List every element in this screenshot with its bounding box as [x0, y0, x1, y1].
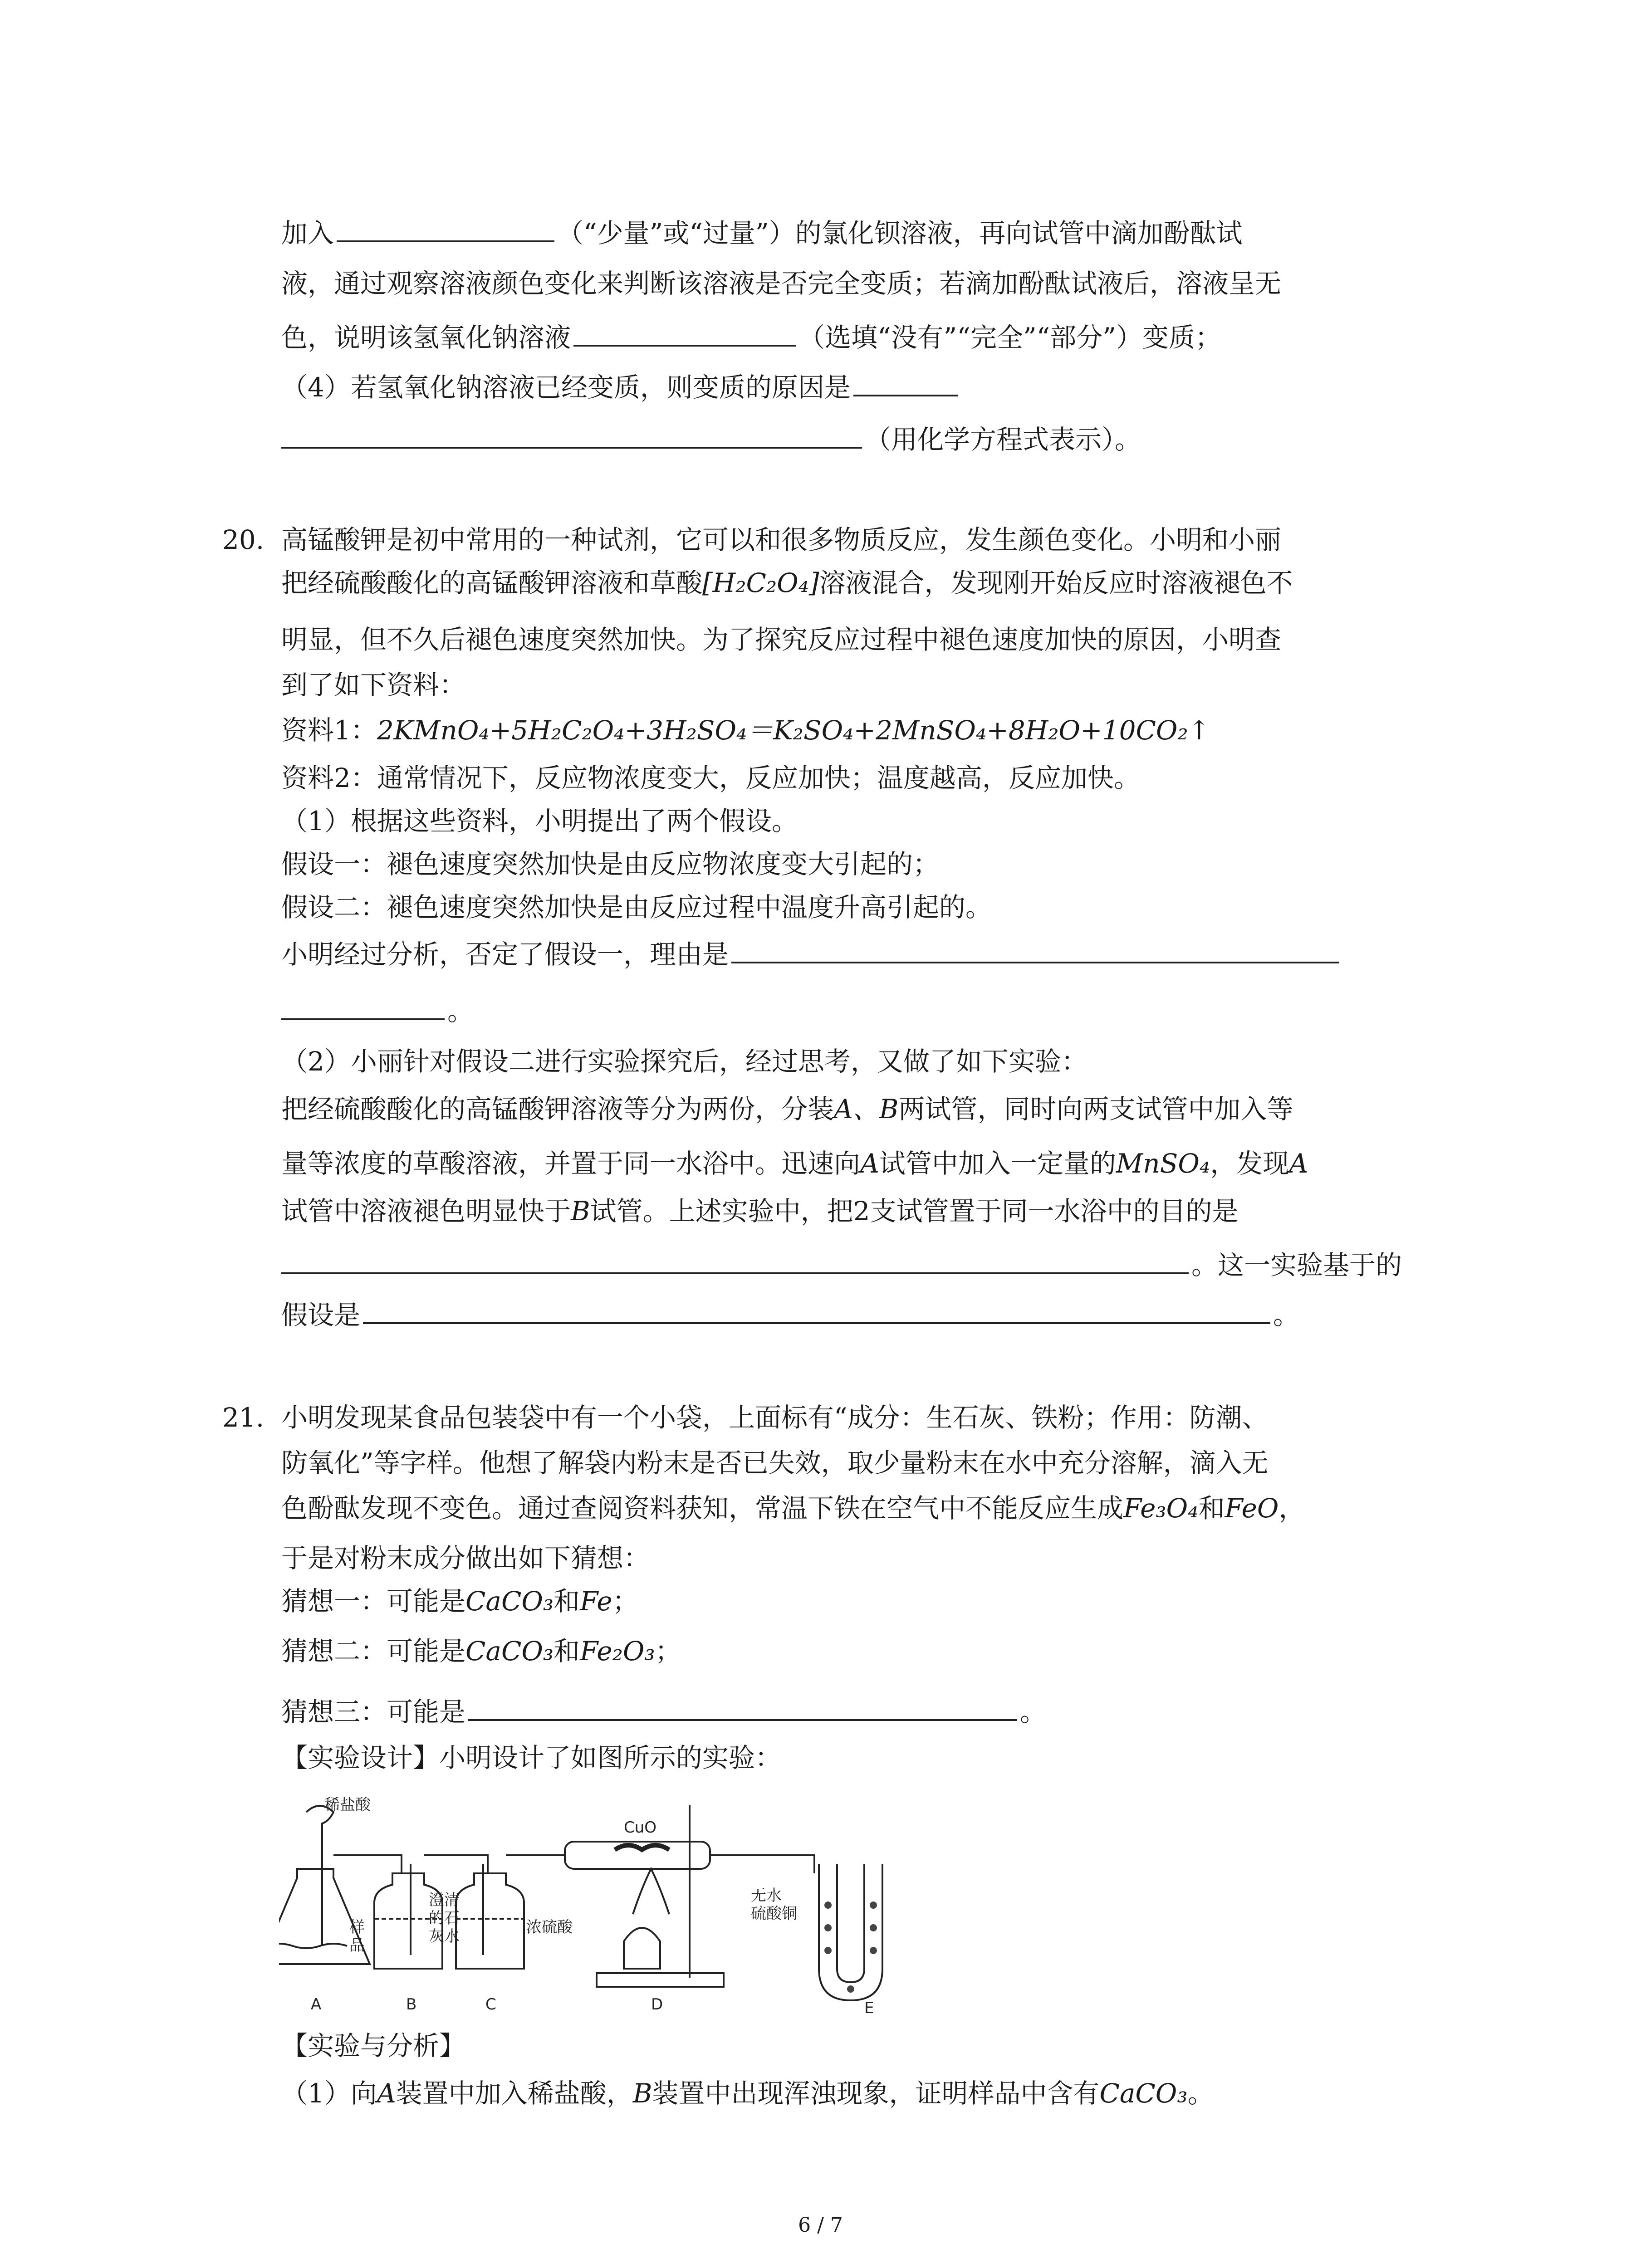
label-lime-water: 澄清	[429, 1891, 460, 1909]
label-a: A	[311, 1995, 322, 2014]
text-line: （1）向A装置中加入稀盐酸，B装置中出现浑浊现象，证明样品中含有CaCO₃。	[281, 2078, 1214, 2109]
text-line: 小明发现某食品包装袋中有一个小袋，上面标有“成分：生石灰、铁粉；作用：防潮、	[281, 1402, 1269, 1433]
text-line: 猜想三：可能是 。	[281, 1692, 1046, 1730]
text-line: （4）若氢氧化钠溶液已经变质，则变质的原因是	[281, 367, 960, 406]
text-line: 色酚酞发现不变色。通过查阅资料获知，常温下铁在空气中不能反应生成Fe₃O₄和FeO，	[281, 1493, 1305, 1524]
text-line: 资料2：通常情况下，反应物浓度变大，反应加快；温度越高，反应加快。	[281, 763, 1140, 793]
text-line: 到了如下资料：	[281, 670, 466, 700]
text-line: 液，通过观察溶液颜色变化来判断该溶液是否完全变质；若滴加酚酞试液后，溶液呈无	[281, 268, 1282, 299]
label-b: B	[406, 1995, 417, 2014]
text-line: 【实验与分析】	[281, 2030, 466, 2061]
text-line: （用化学方程式表示）。	[281, 420, 1141, 458]
text-line: 。	[281, 991, 474, 1029]
label-lime-water: 的石	[429, 1909, 460, 1927]
label-e: E	[864, 1999, 874, 2014]
label-c: C	[485, 1995, 496, 2014]
text-line: （2）小丽针对假设二进行实验探究后，经过思考，又做了如下实验：	[281, 1046, 1087, 1077]
text-line: 小明经过分析，否定了假设一，理由是	[281, 934, 1342, 973]
question-number: 21.	[222, 1402, 265, 1433]
label-anhydrous-cuso4: 硫酸铜	[751, 1905, 797, 1923]
label-hcl: 稀盐酸	[324, 1796, 371, 1814]
text-line: 把经硫酸酸化的高锰酸钾溶液等分为两份，分装A、B两试管，同时向两支试管中加入等	[281, 1094, 1293, 1124]
label-d: D	[651, 1995, 663, 2014]
text-line: 加入 （“少量”或“过量”）的氯化钡溶液，再向试管中滴加酚酞试	[281, 213, 1243, 251]
text-line: 假设二：褪色速度突然加快是由反应过程中温度升高引起的。	[281, 892, 992, 923]
label-conc-sulfuric-acid: 浓硫酸	[526, 1918, 573, 1936]
page-number: 6 / 7	[798, 2214, 843, 2237]
text-line: 试管中溶液褪色明显快于B试管。上述实验中，把2支试管置于同一水浴中的目的是	[281, 1196, 1239, 1227]
text-line: 色，说明该氢氧化钠溶液 （选填“没有”“完全”“部分”）变质；	[281, 318, 1221, 356]
text-line: 于是对粉末成分做出如下猜想：	[281, 1543, 650, 1574]
text-line: 【实验设计】小明设计了如图所示的实验：	[281, 1742, 782, 1773]
question-number: 20.	[222, 524, 265, 555]
label-cuo: CuO	[624, 1818, 657, 1837]
text-line: 猜想二：可能是CaCO₃和Fe₂O₃；	[281, 1636, 681, 1667]
text-line: 把经硫酸酸化的高锰酸钾溶液和草酸[H₂C₂O₄]溶液混合，发现刚开始反应时溶液褪色不	[281, 567, 1293, 598]
label-sample: 样	[349, 1918, 365, 1936]
text-line: （1）根据这些资料，小明提出了两个假设。	[281, 806, 798, 836]
answer-blank[interactable]	[363, 1295, 1270, 1324]
answer-blank[interactable]	[573, 318, 796, 347]
answer-blank[interactable]	[731, 934, 1339, 963]
label-anhydrous-cuso4: 无水	[751, 1887, 782, 1905]
text-line: 。这一实验基于的	[281, 1245, 1402, 1283]
text-line: 明显，但不久后褪色速度突然加快。为了探究反应过程中褪色速度加快的原因，小明查	[281, 624, 1282, 655]
text-line: 假设一：褪色速度突然加快是由反应物浓度变大引起的；	[281, 849, 940, 880]
answer-blank[interactable]	[281, 991, 445, 1020]
text-line: 猜想一：可能是CaCO₃和Fe；	[281, 1586, 639, 1617]
answer-blank[interactable]	[853, 367, 958, 396]
answer-blank[interactable]	[337, 213, 554, 242]
text-line: 假设是 。	[281, 1295, 1299, 1333]
answer-blank[interactable]	[281, 420, 862, 449]
answer-blank[interactable]	[281, 1245, 1189, 1274]
text-line: 防氧化”等字样。他想了解袋内粉末是否已失效，取少量粉末在水中充分溶解，滴入无	[281, 1447, 1269, 1478]
label-lime-water: 灰水	[429, 1927, 460, 1945]
label-sample: 品	[349, 1936, 365, 1955]
text-line: 资料1：2KMnO₄+5H₂C₂O₄+3H₂SO₄＝K₂SO₄+2MnSO₄+8H₂O+10CO₂↑	[281, 715, 1210, 746]
text-line: 高锰酸钾是初中常用的一种试剂，它可以和很多物质反应，发生颜色变化。小明和小丽	[281, 524, 1282, 555]
text-line: 量等浓度的草酸溶液，并置于同一水浴中。迅速向A试管中加入一定量的MnSO₄，发现A	[281, 1148, 1308, 1179]
answer-blank[interactable]	[468, 1692, 1017, 1721]
apparatus-figure	[279, 1796, 896, 2014]
